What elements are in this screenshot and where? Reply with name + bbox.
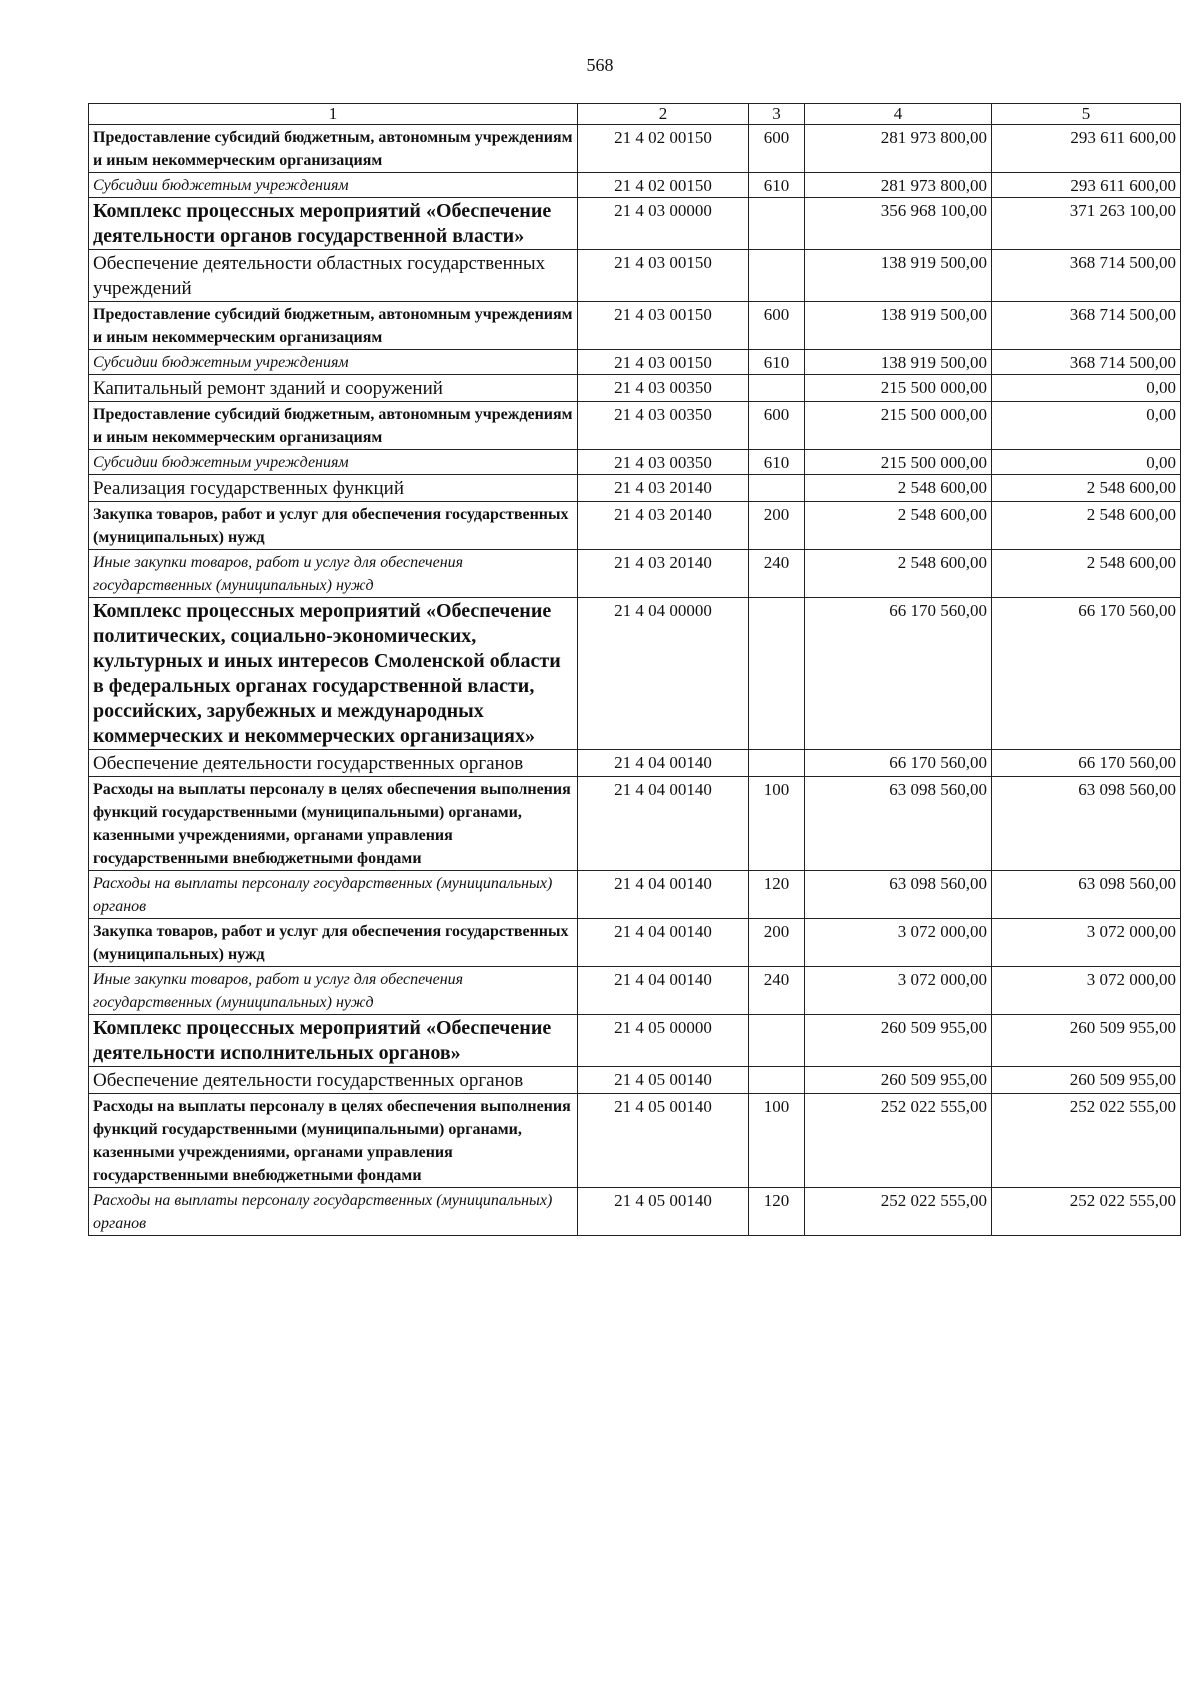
table-row <box>89 871 1181 919</box>
row-name-cell: Предоставление субсидий бюджетным, автономным учреждениям и иным некоммерческим организациям <box>89 125 578 173</box>
row-amount-2-cell: 293 611 600,00 <box>992 125 1181 173</box>
row-amount-2-cell: 368 714 500,00 <box>992 302 1181 350</box>
row-expense-type-cell: 100 <box>749 1094 805 1188</box>
row-amount-2-cell: 0,00 <box>992 375 1181 402</box>
table-row <box>89 198 1181 250</box>
row-name-cell: Субсидии бюджетным учреждениям <box>89 173 578 198</box>
row-code-cell: 21 4 04 00140 <box>578 777 749 871</box>
table-row <box>89 450 1181 475</box>
row-amount-2-cell: 63 098 560,00 <box>992 871 1181 919</box>
table-row <box>89 1067 1181 1094</box>
table-row <box>89 475 1181 502</box>
row-code-cell: 21 4 03 00000 <box>578 198 749 250</box>
row-amount-1-cell: 63 098 560,00 <box>805 777 992 871</box>
table-row <box>89 250 1181 302</box>
row-amount-2-cell: 2 548 600,00 <box>992 475 1181 502</box>
table-row <box>89 919 1181 967</box>
row-name-cell: Субсидии бюджетным учреждениям <box>89 350 578 375</box>
table-row <box>89 967 1181 1015</box>
row-code-cell: 21 4 05 00140 <box>578 1067 749 1094</box>
row-name-cell: Реализация государственных функций <box>89 475 578 502</box>
row-name-cell: Обеспечение деятельности государственных органов <box>89 750 578 777</box>
row-amount-2-cell: 3 072 000,00 <box>992 967 1181 1015</box>
row-amount-1-cell: 3 072 000,00 <box>805 919 992 967</box>
row-name-cell: Комплекс процессных мероприятий «Обеспечение деятельности исполнительных органов» <box>89 1015 578 1067</box>
table-row <box>89 1188 1181 1236</box>
row-name-cell: Закупка товаров, работ и услуг для обеспечения государственных (муниципальных) нужд <box>89 502 578 550</box>
row-expense-type-cell: 100 <box>749 777 805 871</box>
header-col-3: 3 <box>749 104 805 125</box>
row-amount-2-cell: 252 022 555,00 <box>992 1094 1181 1188</box>
table-row <box>89 1015 1181 1067</box>
row-amount-1-cell: 138 919 500,00 <box>805 302 992 350</box>
row-name-cell: Расходы на выплаты персоналу государственных (муниципальных) органов <box>89 871 578 919</box>
row-amount-1-cell: 281 973 800,00 <box>805 125 992 173</box>
row-name-cell: Закупка товаров, работ и услуг для обеспечения государственных (муниципальных) нужд <box>89 919 578 967</box>
table-row <box>89 375 1181 402</box>
row-code-cell: 21 4 04 00140 <box>578 919 749 967</box>
row-expense-type-cell <box>749 375 805 402</box>
row-expense-type-cell: 610 <box>749 450 805 475</box>
row-amount-1-cell: 260 509 955,00 <box>805 1015 992 1067</box>
row-amount-1-cell: 356 968 100,00 <box>805 198 992 250</box>
row-amount-1-cell: 138 919 500,00 <box>805 350 992 375</box>
row-expense-type-cell: 610 <box>749 350 805 375</box>
row-expense-type-cell: 120 <box>749 871 805 919</box>
row-code-cell: 21 4 03 00150 <box>578 350 749 375</box>
header-col-1: 1 <box>89 104 578 125</box>
page-number: 568 <box>586 55 614 75</box>
row-name-cell: Капитальный ремонт зданий и сооружений <box>89 375 578 402</box>
row-code-cell: 21 4 03 00350 <box>578 402 749 450</box>
row-name-cell: Расходы на выплаты персоналу в целях обеспечения выполнения функций государственными (муниципальными) органами, казенными учреждениями, органами управления государственными внебюджетными фондами <box>89 1094 578 1188</box>
budget-table <box>88 103 1181 1236</box>
header-col-5: 5 <box>992 104 1181 125</box>
row-code-cell: 21 4 04 00140 <box>578 967 749 1015</box>
table-row <box>89 777 1181 871</box>
row-amount-2-cell: 252 022 555,00 <box>992 1188 1181 1236</box>
row-amount-1-cell: 252 022 555,00 <box>805 1094 992 1188</box>
row-amount-1-cell: 66 170 560,00 <box>805 750 992 777</box>
row-amount-1-cell: 2 548 600,00 <box>805 475 992 502</box>
row-expense-type-cell: 200 <box>749 919 805 967</box>
row-code-cell: 21 4 03 20140 <box>578 550 749 598</box>
row-expense-type-cell: 200 <box>749 502 805 550</box>
row-amount-1-cell: 281 973 800,00 <box>805 173 992 198</box>
row-amount-1-cell: 2 548 600,00 <box>805 502 992 550</box>
row-name-cell: Субсидии бюджетным учреждениям <box>89 450 578 475</box>
table-row <box>89 402 1181 450</box>
table-row <box>89 550 1181 598</box>
row-expense-type-cell: 600 <box>749 402 805 450</box>
row-amount-1-cell: 215 500 000,00 <box>805 450 992 475</box>
row-code-cell: 21 4 04 00140 <box>578 871 749 919</box>
row-expense-type-cell <box>749 750 805 777</box>
row-amount-2-cell: 371 263 100,00 <box>992 198 1181 250</box>
row-name-cell: Обеспечение деятельности государственных органов <box>89 1067 578 1094</box>
row-name-cell: Обеспечение деятельности областных государственных учреждений <box>89 250 578 302</box>
row-name-cell: Комплекс процессных мероприятий «Обеспечение политических, социально-экономических, культурных и иных интересов Смоленской области в федеральных органах государственной власти, российских, зарубежных и международных коммерческих и некоммерческих организациях» <box>89 598 578 750</box>
row-expense-type-cell <box>749 198 805 250</box>
row-amount-2-cell: 2 548 600,00 <box>992 550 1181 598</box>
row-amount-1-cell: 215 500 000,00 <box>805 402 992 450</box>
table-row <box>89 1094 1181 1188</box>
row-expense-type-cell: 240 <box>749 550 805 598</box>
header-row <box>89 104 1181 125</box>
row-name-cell: Иные закупки товаров, работ и услуг для обеспечения государственных (муниципальных) нужд <box>89 967 578 1015</box>
row-expense-type-cell <box>749 598 805 750</box>
row-amount-1-cell: 215 500 000,00 <box>805 375 992 402</box>
table-body <box>89 125 1181 1236</box>
row-amount-2-cell: 293 611 600,00 <box>992 173 1181 198</box>
row-expense-type-cell <box>749 1015 805 1067</box>
row-amount-2-cell: 66 170 560,00 <box>992 750 1181 777</box>
row-code-cell: 21 4 05 00000 <box>578 1015 749 1067</box>
row-amount-2-cell: 63 098 560,00 <box>992 777 1181 871</box>
row-expense-type-cell <box>749 1067 805 1094</box>
row-code-cell: 21 4 02 00150 <box>578 125 749 173</box>
row-expense-type-cell: 120 <box>749 1188 805 1236</box>
row-amount-2-cell: 66 170 560,00 <box>992 598 1181 750</box>
row-code-cell: 21 4 03 00150 <box>578 302 749 350</box>
row-amount-2-cell: 3 072 000,00 <box>992 919 1181 967</box>
header-col-4: 4 <box>805 104 992 125</box>
row-code-cell: 21 4 04 00140 <box>578 750 749 777</box>
row-name-cell: Иные закупки товаров, работ и услуг для обеспечения государственных (муниципальных) нужд <box>89 550 578 598</box>
table-row <box>89 598 1181 750</box>
table-row <box>89 302 1181 350</box>
row-expense-type-cell <box>749 250 805 302</box>
row-expense-type-cell: 240 <box>749 967 805 1015</box>
row-amount-1-cell: 252 022 555,00 <box>805 1188 992 1236</box>
row-amount-2-cell: 368 714 500,00 <box>992 350 1181 375</box>
row-amount-2-cell: 0,00 <box>992 402 1181 450</box>
row-amount-2-cell: 260 509 955,00 <box>992 1067 1181 1094</box>
row-amount-1-cell: 2 548 600,00 <box>805 550 992 598</box>
row-name-cell: Расходы на выплаты персоналу государственных (муниципальных) органов <box>89 1188 578 1236</box>
row-code-cell: 21 4 03 20140 <box>578 475 749 502</box>
table-row <box>89 173 1181 198</box>
row-code-cell: 21 4 03 20140 <box>578 502 749 550</box>
row-code-cell: 21 4 05 00140 <box>578 1094 749 1188</box>
row-code-cell: 21 4 02 00150 <box>578 173 749 198</box>
row-name-cell: Комплекс процессных мероприятий «Обеспечение деятельности органов государственной власти» <box>89 198 578 250</box>
row-expense-type-cell: 600 <box>749 302 805 350</box>
row-amount-1-cell: 138 919 500,00 <box>805 250 992 302</box>
row-code-cell: 21 4 03 00350 <box>578 375 749 402</box>
row-amount-2-cell: 0,00 <box>992 450 1181 475</box>
table-row <box>89 750 1181 777</box>
row-code-cell: 21 4 05 00140 <box>578 1188 749 1236</box>
row-amount-2-cell: 368 714 500,00 <box>992 250 1181 302</box>
row-expense-type-cell: 610 <box>749 173 805 198</box>
row-code-cell: 21 4 03 00350 <box>578 450 749 475</box>
row-amount-2-cell: 260 509 955,00 <box>992 1015 1181 1067</box>
row-name-cell: Предоставление субсидий бюджетным, автономным учреждениям и иным некоммерческим организациям <box>89 402 578 450</box>
table-row <box>89 125 1181 173</box>
row-expense-type-cell <box>749 475 805 502</box>
header-col-2: 2 <box>578 104 749 125</box>
row-code-cell: 21 4 03 00150 <box>578 250 749 302</box>
row-name-cell: Предоставление субсидий бюджетным, автономным учреждениям и иным некоммерческим организациям <box>89 302 578 350</box>
row-expense-type-cell: 600 <box>749 125 805 173</box>
row-amount-1-cell: 3 072 000,00 <box>805 967 992 1015</box>
table-row <box>89 502 1181 550</box>
row-amount-1-cell: 66 170 560,00 <box>805 598 992 750</box>
row-amount-2-cell: 2 548 600,00 <box>992 502 1181 550</box>
table-row <box>89 350 1181 375</box>
row-name-cell: Расходы на выплаты персоналу в целях обеспечения выполнения функций государственными (муниципальными) органами, казенными учреждениями, органами управления государственными внебюджетными фондами <box>89 777 578 871</box>
row-amount-1-cell: 260 509 955,00 <box>805 1067 992 1094</box>
row-amount-1-cell: 63 098 560,00 <box>805 871 992 919</box>
row-code-cell: 21 4 04 00000 <box>578 598 749 750</box>
